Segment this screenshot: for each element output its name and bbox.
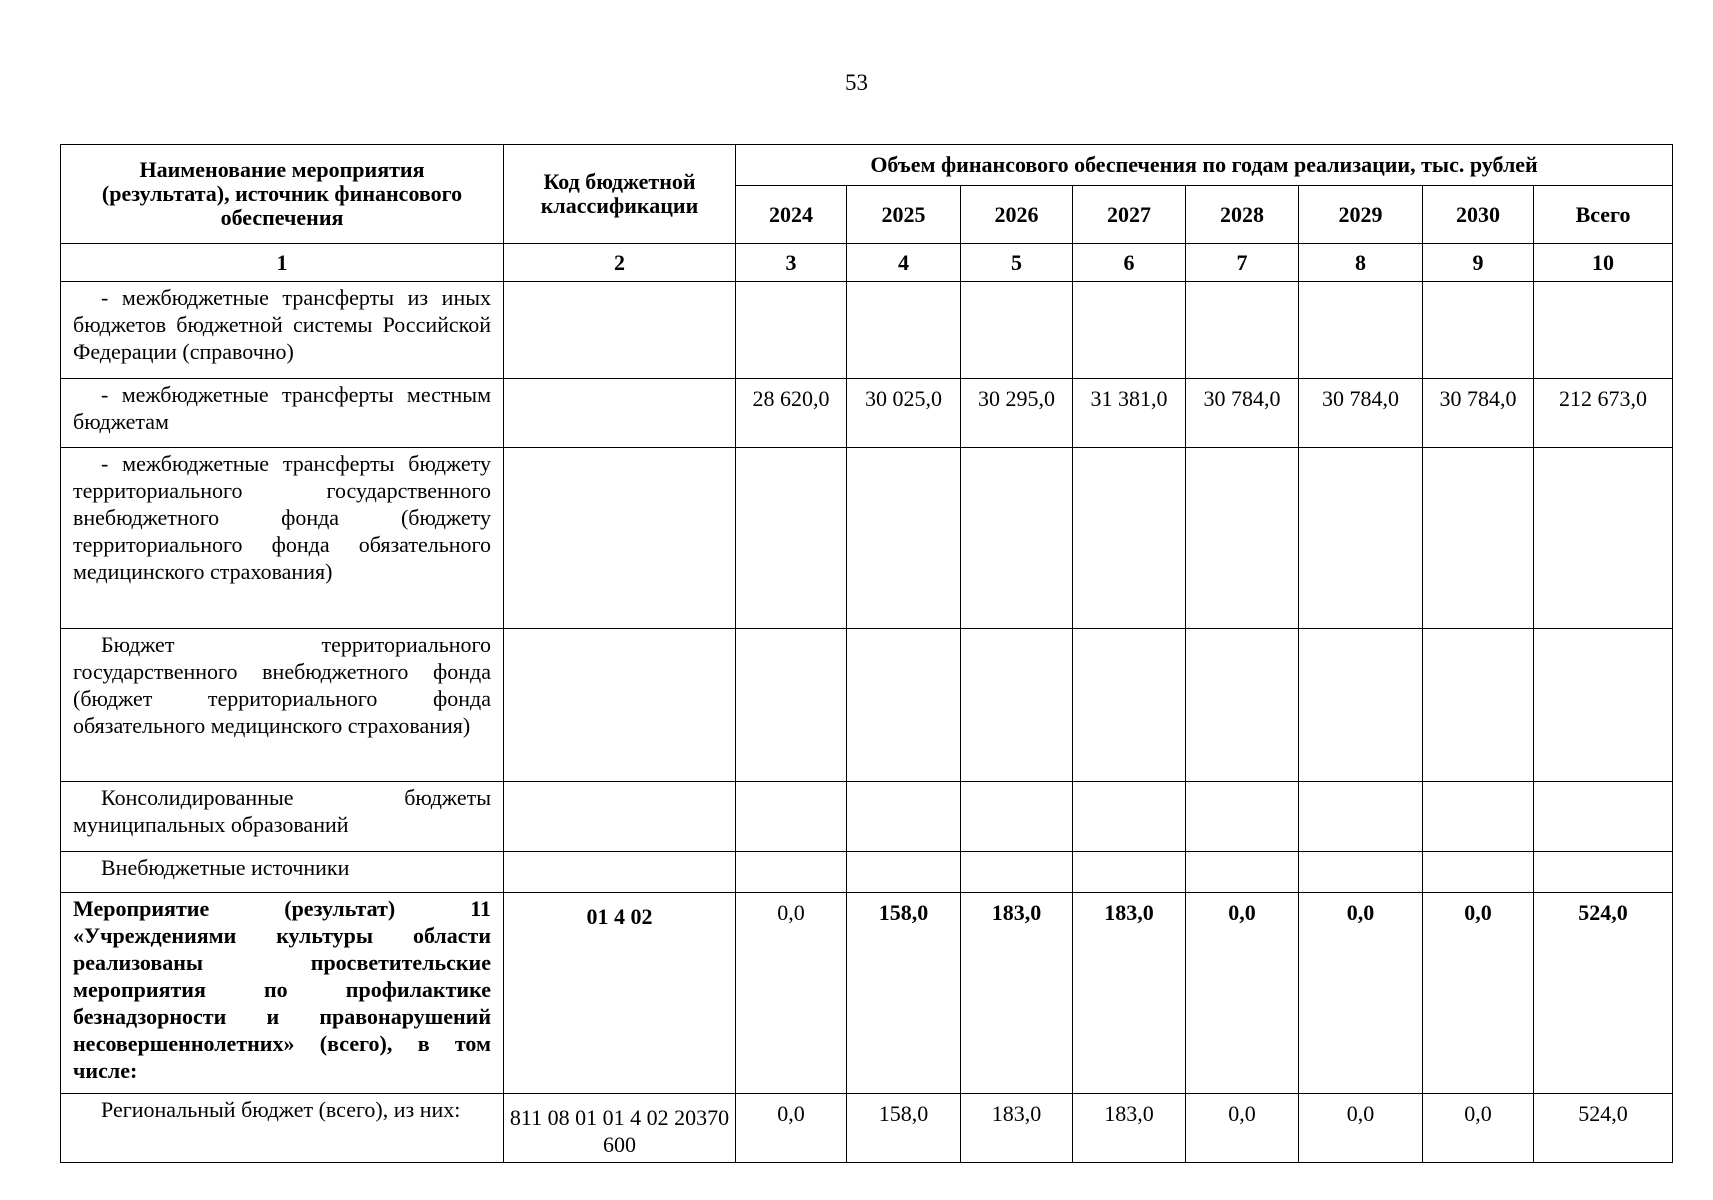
value-cell	[736, 448, 847, 629]
value-cell	[736, 852, 847, 893]
value-cell	[1423, 782, 1534, 852]
value-cell: 0,0	[736, 893, 847, 1094]
value-cell: 0,0	[1423, 893, 1534, 1094]
total-cell	[1534, 782, 1673, 852]
row-code: 811 08 01 01 4 02 20370 600	[504, 1094, 736, 1163]
row-code	[504, 782, 736, 852]
value-cell: 183,0	[961, 1094, 1073, 1163]
value-cell: 30 295,0	[961, 379, 1073, 448]
value-cell	[1186, 852, 1299, 893]
header-year: 2028	[1186, 185, 1299, 243]
value-cell	[961, 852, 1073, 893]
value-cell	[1073, 282, 1186, 379]
value-cell	[961, 782, 1073, 852]
value-cell	[736, 782, 847, 852]
header-year: 2030	[1423, 185, 1534, 243]
row-name-cell	[61, 282, 504, 379]
row-code	[504, 282, 736, 379]
value-cell: 31 381,0	[1073, 379, 1186, 448]
value-cell: 183,0	[1073, 1094, 1186, 1163]
row-code	[504, 379, 736, 448]
row-code	[504, 448, 736, 629]
header-year: 2024	[736, 185, 847, 243]
table-row	[61, 379, 1673, 448]
column-number: 9	[1423, 244, 1534, 282]
total-cell	[1534, 852, 1673, 893]
row-name: - межбюджетные трансферты бюджету территориального государственного внебюджетного фонда (бюджету территориального фонда обязательного медицинского страхования)	[73, 451, 491, 584]
table-row	[61, 629, 1673, 782]
column-number: 4	[847, 244, 961, 282]
value-cell	[1423, 448, 1534, 629]
value-cell	[1423, 852, 1534, 893]
row-name-cell	[61, 1094, 504, 1163]
value-cell	[847, 448, 961, 629]
row-name: Консолидированные бюджеты муниципальных образований	[73, 785, 491, 837]
value-cell: 30 784,0	[1299, 379, 1423, 448]
table-row	[61, 1094, 1673, 1163]
header-total: Всего	[1534, 185, 1673, 243]
table-row	[61, 282, 1673, 379]
row-name: Бюджет территориального государственного внебюджетного фонда (бюджет территориального фонда обязательного медицинского страхования)	[73, 632, 491, 738]
row-name-cell	[61, 852, 504, 893]
value-cell	[961, 448, 1073, 629]
value-cell	[1186, 629, 1299, 782]
value-cell	[1423, 282, 1534, 379]
value-cell	[847, 852, 961, 893]
header-code: Код бюджетной классификации	[504, 145, 736, 244]
value-cell	[1073, 448, 1186, 629]
value-cell	[847, 782, 961, 852]
value-cell	[961, 282, 1073, 379]
value-cell	[736, 629, 847, 782]
value-cell: 28 620,0	[736, 379, 847, 448]
value-cell: 0,0	[1186, 893, 1299, 1094]
header-name: Наименование мероприятия (результата), источник финансового обеспечения	[61, 145, 504, 244]
value-cell	[1299, 782, 1423, 852]
row-name-cell	[61, 379, 504, 448]
header-year: 2026	[961, 185, 1073, 243]
value-cell	[1186, 282, 1299, 379]
value-cell	[1299, 282, 1423, 379]
row-name-cell	[61, 629, 504, 782]
row-code: 01 4 02	[504, 893, 736, 1094]
value-cell: 0,0	[1423, 1094, 1534, 1163]
column-number: 10	[1534, 244, 1673, 282]
value-cell	[961, 629, 1073, 782]
value-cell: 0,0	[1186, 1094, 1299, 1163]
value-cell	[847, 629, 961, 782]
value-cell: 30 784,0	[1186, 379, 1299, 448]
value-cell: 30 025,0	[847, 379, 961, 448]
value-cell: 0,0	[1299, 1094, 1423, 1163]
total-cell: 524,0	[1534, 1094, 1673, 1163]
value-cell	[736, 282, 847, 379]
total-cell	[1534, 282, 1673, 379]
row-name: - межбюджетные трансферты из иных бюджетов бюджетной системы Российской Федерации (справочно)	[73, 285, 491, 364]
row-code	[504, 852, 736, 893]
value-cell	[1073, 629, 1186, 782]
value-cell	[1186, 448, 1299, 629]
column-number: 3	[736, 244, 847, 282]
page-number: 53	[845, 70, 868, 95]
value-cell: 158,0	[847, 893, 961, 1094]
table-row	[61, 893, 1673, 1094]
value-cell	[1299, 852, 1423, 893]
header-year: 2029	[1299, 185, 1423, 243]
value-cell	[847, 282, 961, 379]
value-cell	[1073, 782, 1186, 852]
column-number: 6	[1073, 244, 1186, 282]
row-name-cell	[61, 782, 504, 852]
table-row	[61, 448, 1673, 629]
column-number: 7	[1186, 244, 1299, 282]
value-cell: 183,0	[1073, 893, 1186, 1094]
row-name: Региональный бюджет (всего), из них:	[101, 1097, 461, 1122]
row-name-cell	[61, 448, 504, 629]
value-cell: 0,0	[736, 1094, 847, 1163]
row-name: - межбюджетные трансферты местным бюджетам	[73, 382, 491, 434]
column-number: 8	[1299, 244, 1423, 282]
budget-table	[60, 144, 1673, 1163]
table-row	[61, 782, 1673, 852]
row-code	[504, 629, 736, 782]
value-cell	[1186, 782, 1299, 852]
row-name: Мероприятие (результат) 11 «Учреждениями культуры области реализованы просветительские мероприятия по профилактике безнадзорности и правонарушений несовершеннолетних» (всего), в том числе:	[73, 896, 491, 1083]
total-cell: 524,0	[1534, 893, 1673, 1094]
header-year: 2027	[1073, 185, 1186, 243]
header-volume: Объем финансового обеспечения по годам реализации, тыс. рублей	[736, 145, 1673, 186]
value-cell: 183,0	[961, 893, 1073, 1094]
value-cell	[1299, 448, 1423, 629]
total-cell: 212 673,0	[1534, 379, 1673, 448]
column-number: 2	[504, 244, 736, 282]
row-name-cell	[61, 893, 504, 1094]
total-cell	[1534, 629, 1673, 782]
row-name: Внебюджетные источники	[101, 855, 350, 880]
table-row	[61, 852, 1673, 893]
value-cell: 158,0	[847, 1094, 961, 1163]
value-cell	[1073, 852, 1186, 893]
value-cell	[1423, 629, 1534, 782]
header-year: 2025	[847, 185, 961, 243]
column-number: 5	[961, 244, 1073, 282]
value-cell	[1299, 629, 1423, 782]
value-cell: 30 784,0	[1423, 379, 1534, 448]
total-cell	[1534, 448, 1673, 629]
column-number: 1	[61, 244, 504, 282]
value-cell: 0,0	[1299, 893, 1423, 1094]
